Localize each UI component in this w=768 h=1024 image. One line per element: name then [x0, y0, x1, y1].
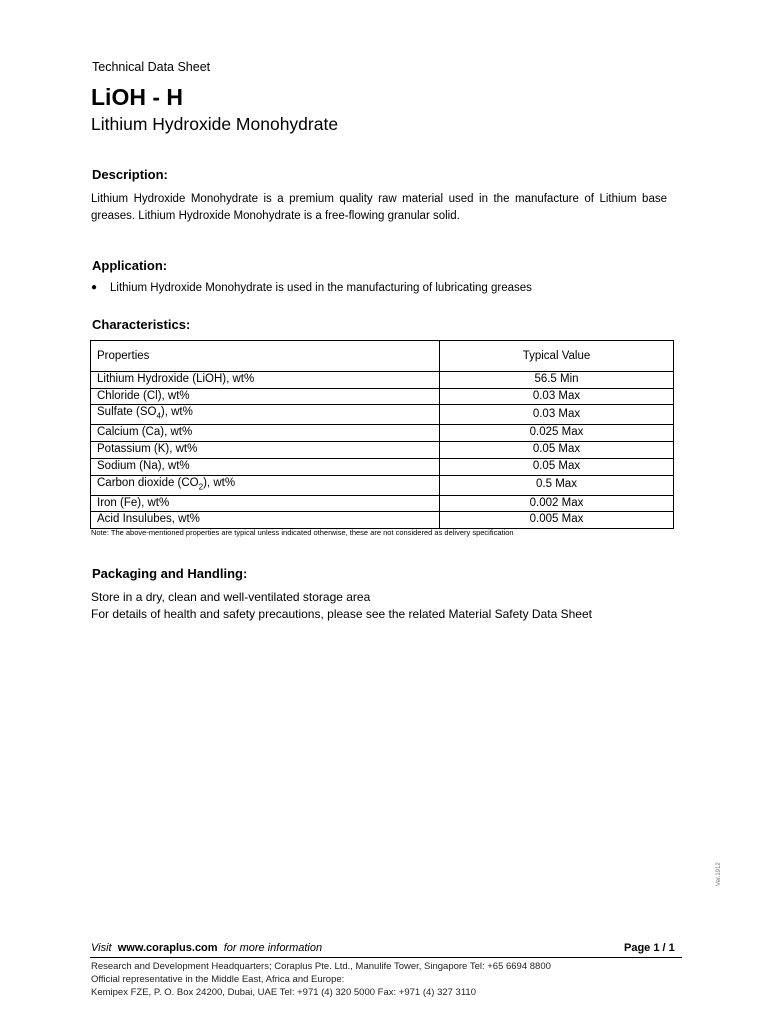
property-cell	[91, 405, 440, 425]
packaging-body	[91, 589, 592, 623]
property-cell: Calcium (Ca), wt%	[91, 425, 440, 442]
footer-visit	[91, 942, 322, 954]
page-number: Page 1 / 1	[624, 942, 675, 954]
description-body: Lithium Hydroxide Monohydrate is a premium quality raw material used in the manufacture of Lithium base greases. Lithium Hydroxide Monohydrate is a free-flowing granular solid.	[91, 193, 667, 222]
value-cell: 0.025 Max	[440, 425, 674, 442]
property-cell	[91, 475, 440, 495]
table-row	[91, 372, 674, 389]
product-title: LiOH - H	[91, 84, 183, 110]
value-cell: 0.5 Max	[440, 475, 674, 495]
property-text: Sulfate (SO	[97, 406, 157, 419]
table-row	[91, 405, 674, 425]
value-cell: 0.005 Max	[440, 512, 674, 529]
website-link[interactable]: www.coraplus.com	[117, 942, 218, 954]
value-cell: 0.05 Max	[440, 458, 674, 475]
property-cell: Chloride (Cl), wt%	[91, 388, 440, 405]
property-cell: Iron (Fe), wt%	[91, 495, 440, 512]
characteristics-heading: Characteristics:	[92, 317, 191, 332]
value-cell: 0.05 Max	[440, 442, 674, 459]
document-type: Technical Data Sheet	[92, 60, 211, 74]
list-item-text: Lithium Hydroxide Monohydrate is used in the manufacturing of lubricating greases	[110, 282, 532, 294]
bullet-icon: ●	[91, 282, 98, 293]
visit-prefix: Visit	[91, 942, 112, 954]
packaging-line: For details of health and safety precautions, please see the related Material Safety Data Sheet	[91, 607, 592, 621]
visit-suffix: for more information	[223, 942, 323, 954]
property-text: ), wt%	[160, 406, 193, 419]
column-header-properties: Properties	[91, 341, 440, 372]
version-label: Ver.1912	[716, 862, 722, 886]
packaging-line: Store in a dry, clean and well-ventilated storage area	[91, 590, 371, 604]
table-row	[91, 458, 674, 475]
property-text: Carbon dioxide (CO	[97, 476, 199, 489]
product-subtitle: Lithium Hydroxide Monohydrate	[91, 114, 339, 134]
table-row	[91, 388, 674, 405]
footer-line: Research and Development Headquarters; Coraplus Pte. Ltd., Manulife Tower, Singapore Tel: +65 6694 8800	[91, 961, 551, 972]
description-heading: Description:	[92, 167, 168, 182]
table-note: Note: The above-mentioned properties are typical unless indicated otherwise, these are not considered as delivery specification	[91, 528, 514, 537]
footer-line: Official representative in the Middle East, Africa and Europe:	[91, 974, 345, 985]
table-header-row	[91, 341, 674, 372]
footer-address	[91, 960, 551, 999]
footer-divider	[90, 957, 682, 958]
value-cell: 0.03 Max	[440, 388, 674, 405]
subscript: 4	[156, 411, 161, 421]
footer-line: Kemipex FZE, P. O. Box 24200, Dubai, UAE Tel: +971 (4) 320 5000 Fax: +971 (4) 327 3110	[91, 987, 476, 998]
table-row	[91, 495, 674, 512]
table-row	[91, 442, 674, 459]
property-text: ), wt%	[203, 476, 236, 489]
application-list	[91, 282, 651, 299]
list-item	[91, 282, 651, 299]
property-cell: Sodium (Na), wt%	[91, 458, 440, 475]
column-header-typical-value: Typical Value	[440, 341, 674, 372]
table-row	[91, 512, 674, 529]
table-row	[91, 425, 674, 442]
characteristics-table	[90, 340, 674, 529]
property-cell: Lithium Hydroxide (LiOH), wt%	[91, 372, 440, 389]
value-cell: 0.03 Max	[440, 405, 674, 425]
property-cell: Potassium (K), wt%	[91, 442, 440, 459]
packaging-heading: Packaging and Handling:	[92, 566, 248, 581]
subscript: 2	[198, 481, 204, 491]
value-cell: 0.002 Max	[440, 495, 674, 512]
application-heading: Application:	[92, 258, 168, 273]
value-cell: 56.5 Min	[440, 372, 674, 389]
table-row	[91, 475, 674, 495]
property-cell: Acid Insulubes, wt%	[91, 512, 440, 529]
